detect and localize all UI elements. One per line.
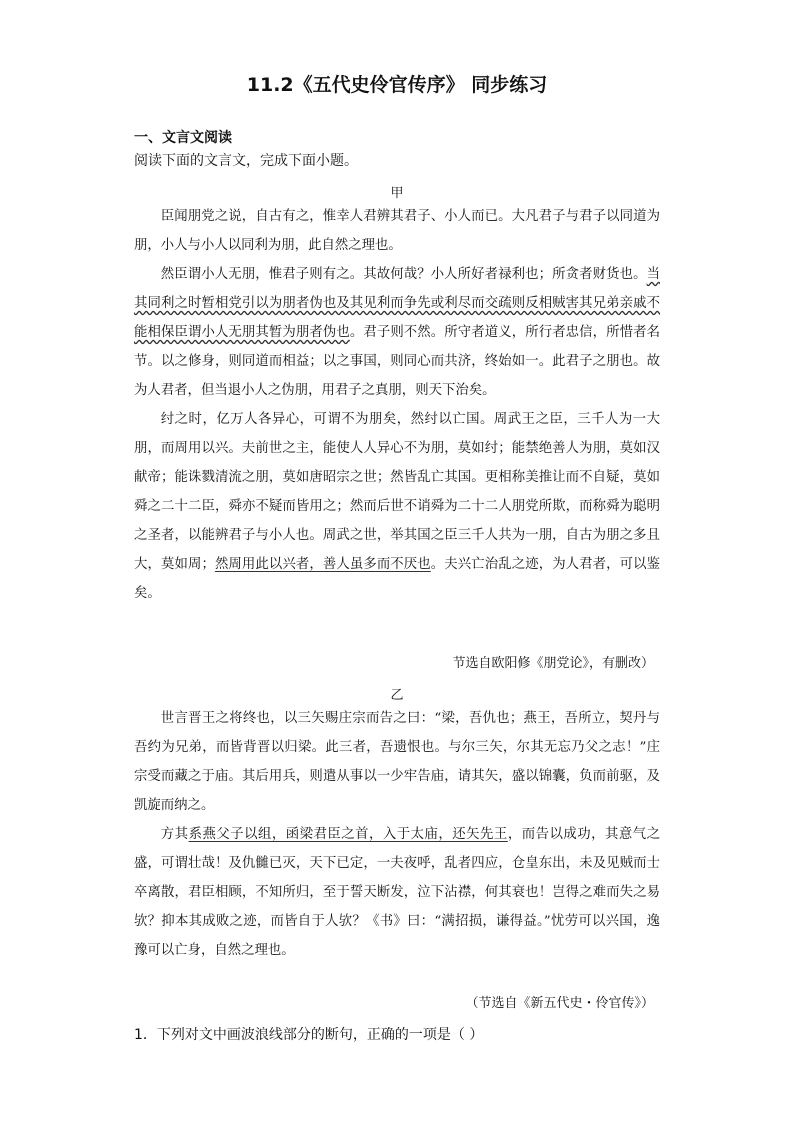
passage-b-paragraph-2 xyxy=(134,820,660,965)
wavy-underlined-text: 当其同利之时暂相党引以为朋者伪也及其见利而争先或利尽而交疏则反相贼害其兄弟亲戚不能相保臣谓小人无朋其暂为朋者伪也 xyxy=(134,267,660,340)
question-1: 1．下列对文中画波浪线部分的断句，正确的一项是（ ） xyxy=(134,1027,484,1043)
underlined-text-b: 系燕父子以组，函梁君臣之首，入于太庙，还矢先王 xyxy=(188,827,508,842)
passage-a-label: 甲 xyxy=(390,186,404,201)
passage-a-p3-after: 。夫兴亡治乱之迹，为人君者，可以鉴矣。 xyxy=(134,557,661,601)
passage-b-source: （节选自《新五代史・伶官传》） xyxy=(465,996,654,1011)
passage-a xyxy=(134,202,660,608)
section-heading: 一、文言文阅读 xyxy=(134,130,232,146)
passage-b-p2-before: 方其 xyxy=(160,827,189,842)
instruction-text: 阅读下面的文言文，完成下面小题。 xyxy=(134,153,358,169)
passage-a-p2-after: 。君子则不然。所守者道义，所行者忠信，所惜者名节。以之修身，则同道而相益；以之事国，则同心而共济，终始如一。此君子之朋也。故为人君者，但当退小人之伪朋，用君子之真朋，则天下治矣。 xyxy=(134,325,661,398)
passage-a-paragraph-1: 臣闻朋党之说，自古有之，惟幸人君辨其君子、小人而已。大凡君子与君子以同道为朋，小人与小人以同利为朋，此自然之理也。 xyxy=(134,209,660,253)
passage-a-p2-before: 然臣谓小人无朋，惟君子则有之。其故何哉？小人所好者禄利也；所贪者财货也。 xyxy=(160,267,647,282)
passage-a-source: 节选自欧阳修《朋党论》，有删改） xyxy=(452,656,654,671)
underlined-text-a: 然周用此以兴者，善人虽多而不厌也 xyxy=(214,557,431,572)
passage-a-p3-before: 纣之时，亿万人各异心，可谓不为朋矣，然纣以亡国。周武王之臣，三千人为一大朋，而周用以兴。夫前世之主，能使人人异心不为朋，莫如纣；能禁绝善人为朋，莫如汉献帝；能诛戮清流之朋，莫如唐昭宗之世；然皆乱亡其国。更相称美推让而不自疑，莫如舜之二十二臣，舜亦不疑而皆用之；然而后世不诮舜为二十二人朋党所欺，而称舜为聪明之圣者，以能辨君子与小人也。周武之世，举其国之臣三千人共为一朋，自古为朋之多且大，莫如周； xyxy=(134,412,660,572)
passage-b-label: 乙 xyxy=(390,688,404,703)
page-title: 11.2《五代史伶官传序》 同步练习 xyxy=(246,74,548,96)
passage-b xyxy=(134,704,660,965)
passage-a-paragraph-3 xyxy=(134,405,660,608)
passage-a-paragraph-2 xyxy=(134,260,660,405)
passage-b-p2-after: ，而告以成功，其意气之盛，可谓壮哉！及仇雠已灭，天下已定，一夫夜呼，乱者四应，仓皇东出，未及见贼而士卒离散，君臣相顾，不知所归，至于誓天断发，泣下沾襟，何其衰也！岂得之难而失之易欤？抑本其成败之迹，而皆自于人欤？《书》曰：“满招损，谦得益。”忧劳可以兴国，逸豫可以亡身，自然之理也。 xyxy=(134,827,661,958)
passage-b-paragraph-1: 世言晋王之将终也，以三矢赐庄宗而告之曰：“梁，吾仇也；燕王，吾所立，契丹与吾约为兄弟，而皆背晋以归梁。此三者，吾遗恨也。与尔三矢，尔其无忘乃父之志！”庄宗受而藏之于庙。其后用兵，则遣从事以一少牢告庙，请其矢，盛以锦囊，负而前驱，及凯旋而纳之。 xyxy=(134,711,660,813)
